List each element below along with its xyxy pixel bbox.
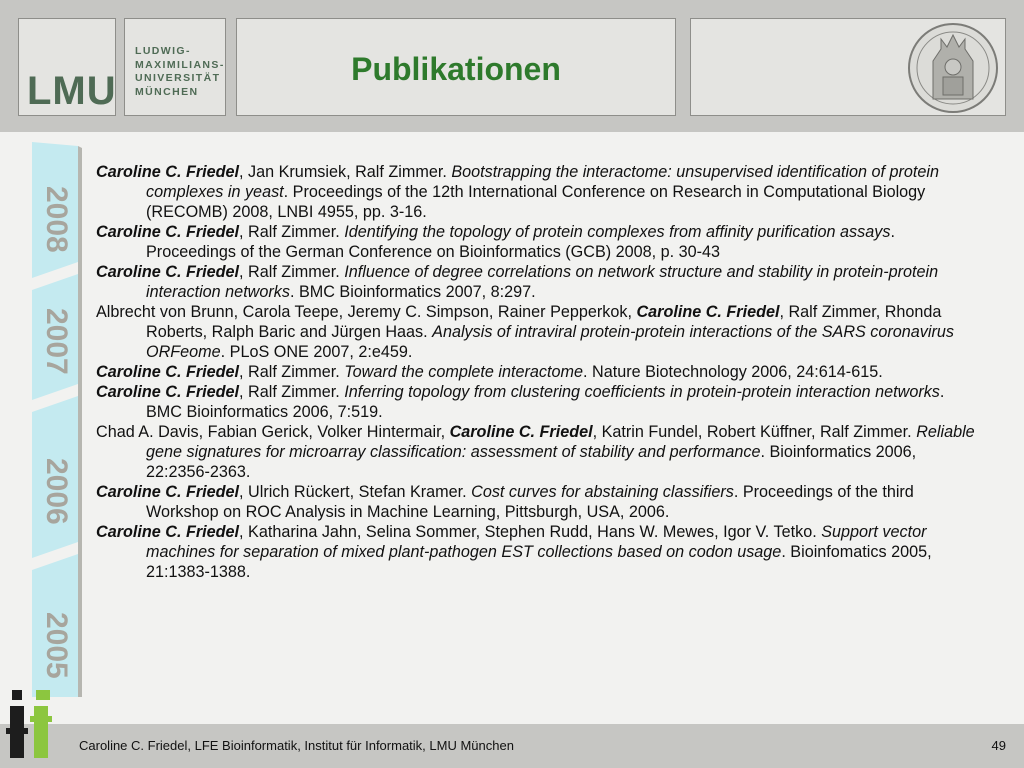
publication-text: . PLoS ONE 2007, 2:e459.: [220, 343, 413, 361]
publication-text: . Proceedings of the 12th International Conference on Research in Computational Biology (RECOMB) 2008, LNBI 4955, pp. 3-16.: [146, 183, 926, 221]
university-name-line: UNIVERSITÄT: [135, 72, 221, 84]
author-highlight: Caroline C. Friedel: [96, 523, 240, 541]
author-highlight: Caroline C. Friedel: [96, 363, 240, 381]
year-2008: 2008: [40, 186, 73, 253]
lmu-logo: LMU: [27, 69, 117, 113]
publication-text: , Ralf Zimmer.: [239, 263, 345, 281]
lmu-logo-box: [18, 18, 116, 116]
year-2005: 2005: [40, 612, 73, 679]
author-highlight: Caroline C. Friedel: [636, 303, 780, 321]
title-box: [236, 18, 676, 116]
publication-list: [96, 162, 976, 582]
publication-entry: [96, 522, 976, 582]
publication-text: , Ralf Zimmer, Rhonda Roberts, Ralph Baric and Jürgen Haas.: [146, 303, 942, 341]
publication-text: , Ralf Zimmer.: [239, 223, 345, 241]
publication-title: Cost curves for abstaining classifiers: [471, 483, 734, 501]
author-highlight: Caroline C. Friedel: [96, 223, 240, 241]
publication-entry: [96, 362, 976, 382]
university-seal-icon: [905, 21, 1001, 115]
university-name-box: [124, 18, 226, 116]
year-timeline: [28, 142, 84, 697]
publication-entry: [96, 222, 976, 262]
author-highlight: Caroline C. Friedel: [449, 423, 593, 441]
university-name-line: LUDWIG-: [135, 45, 191, 57]
footer-author-text: Caroline C. Friedel, LFE Bioinformatik, Institut für Informatik, LMU München: [79, 738, 514, 753]
publication-title: Support vector machines for separation of mixed plant-pathogen EST collections based on codon usage: [146, 523, 927, 561]
year-2006: 2006: [40, 458, 73, 525]
publication-entry: [96, 302, 976, 362]
ifi-logo-icon: [6, 688, 56, 760]
slide-title: Publikationen: [351, 51, 561, 87]
publication-text: , Ulrich Rückert, Stefan Kramer.: [239, 483, 472, 501]
publication-text: . BMC Bioinformatics 2007, 8:297.: [289, 283, 536, 301]
publication-text: , Ralf Zimmer.: [239, 383, 345, 401]
header-band: [0, 0, 1024, 132]
publication-text: . Bioinfomatics 2005, 21:1383-1388.: [146, 543, 932, 581]
publication-title: Analysis of intraviral protein-protein interactions of the SARS coronavirus ORFeome: [146, 323, 954, 361]
publication-title: Bootstrapping the interactome: unsupervised identification of protein complexes in yeast: [146, 163, 940, 201]
publication-entry: [96, 422, 976, 482]
publication-entry: [96, 162, 976, 222]
year-2007: 2007: [40, 308, 73, 375]
university-name-line: MÜNCHEN: [135, 85, 199, 98]
publication-text: , Katharina Jahn, Selina Sommer, Stephen Rudd, Hans W. Mewes, Igor V. Tetko.: [239, 523, 822, 541]
author-highlight: Caroline C. Friedel: [96, 483, 240, 501]
publication-title: Toward the complete interactome: [344, 363, 584, 381]
publication-title: Identifying the topology of protein complexes from affinity purification assays: [344, 223, 891, 241]
publication-entry: [96, 262, 976, 302]
publication-title: Inferring topology from clustering coefficients in protein-protein interaction networks: [344, 383, 940, 401]
publication-text: , Jan Krumsiek, Ralf Zimmer.: [239, 163, 452, 181]
author-highlight: Caroline C. Friedel: [96, 263, 240, 281]
publication-text: Albrecht von Brunn, Carola Teepe, Jeremy C. Simpson, Rainer Pepperkok,: [96, 303, 637, 321]
university-name: [135, 45, 225, 99]
footer-band: [0, 724, 1024, 768]
page-number: 49: [991, 738, 1006, 753]
publication-text: , Ralf Zimmer.: [239, 363, 345, 381]
publication-entry: [96, 482, 976, 522]
publication-text: . Nature Biotechnology 2006, 24:614-615.: [583, 363, 883, 381]
publication-text: Chad A. Davis, Fabian Gerick, Volker Hintermair,: [96, 423, 450, 441]
publication-title: Reliable gene signatures for microarray classification: assessment of stability and performance: [146, 423, 975, 461]
publication-text: . Proceedings of the third Workshop on ROC Analysis in Machine Learning, Pittsburgh, USA, 2006.: [146, 483, 914, 521]
university-name-line: MAXIMILIANS-: [135, 58, 225, 71]
publication-title: Influence of degree correlations on network structure and stability in protein-protein interaction networks: [146, 263, 939, 301]
publication-text: . Bioinformatics 2006, 22:2356-2363.: [146, 443, 917, 481]
seal-box: [690, 18, 1006, 116]
publication-entry: [96, 382, 976, 422]
publication-text: , Katrin Fundel, Robert Küffner, Ralf Zimmer.: [592, 423, 917, 441]
publication-text: . BMC Bioinformatics 2006, 7:519.: [146, 383, 945, 421]
author-highlight: Caroline C. Friedel: [96, 163, 240, 181]
author-highlight: Caroline C. Friedel: [96, 383, 240, 401]
publication-text: . Proceedings of the German Conference on Bioinformatics (GCB) 2008, p. 30-43: [146, 223, 895, 261]
